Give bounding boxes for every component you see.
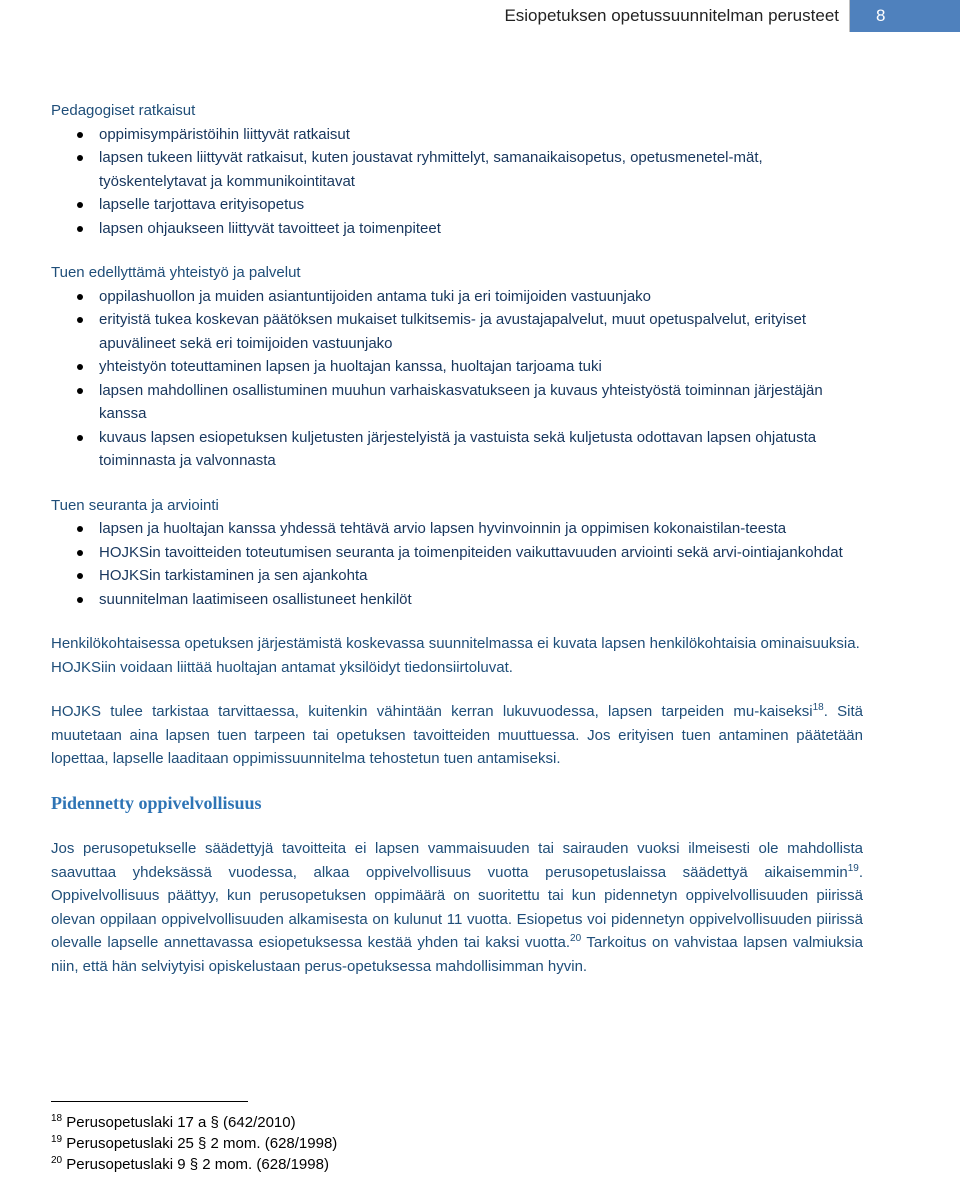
list-item: lapselle tarjottava erityisopetus: [51, 193, 863, 217]
section-heading-yhteistyo: Tuen edellyttämä yhteistyö ja palvelut: [51, 264, 301, 281]
paragraph-text: Tarkoitus on vahvistaa lapsen valmiuksia niin, että hän selviytyisi opiskelustaan perus-opetuksessa mahdollisimman hyvin.: [51, 934, 863, 975]
footnote-ref[interactable]: 20: [570, 933, 582, 944]
list-seuranta: [51, 517, 863, 611]
list-item: yhteistyön toteuttaminen lapsen ja huoltajan kanssa, huoltajan tarjoama tuki: [51, 355, 863, 379]
footnote-number: 19: [51, 1134, 63, 1145]
section-heading-seuranta: Tuen seuranta ja arviointi: [51, 496, 219, 514]
page-header: [504, 0, 960, 32]
list-item: erityistä tukea koskevan päätöksen mukaiset tulkitsemis- ja avustajapalvelut, muut opetuspalvelut, erityiset apuvälineet sekä eri toimijoiden vastuunjako: [51, 308, 863, 355]
footnote-ref[interactable]: 18: [812, 702, 824, 713]
paragraph-text: Jos perusopetukselle säädettyjä tavoitteita ei lapsen vammaisuuden tai sairauden vuoksi ilmeisesti ole mahdollista saavuttaa yhdeksässä vuodessa, alkaa oppivelvollisuus vuotta perusopetuslaissa säädettyä aikaisemmin: [51, 840, 863, 881]
list-item: kuvaus lapsen esiopetuksen kuljetusten järjestelyistä ja vastuista sekä kuljetusta odottavan lapsen ohjatusta toiminnasta ja valvonnasta: [51, 426, 863, 473]
paragraph-text: . Oppivelvollisuus päättyy, kun perusopetuksen oppimäärä on suoritettu tai kun pidennetyn oppivelvollisuuden piirissä olevan oppilaan oppivelvollisuuden alkamisesta on kulunut 11 vuotta. Esiopetus voi pidennetyn oppivelvollisuuden piirissä olevalle lapselle annettavassa esiopetuksessa kestää yhden tai kaksi vuotta.: [51, 863, 863, 951]
footnote-divider: [51, 1101, 248, 1102]
paragraph-hojks-tarkistus: [51, 700, 863, 771]
footnote-19: [51, 1133, 651, 1154]
paragraph-pidennetty: [51, 837, 863, 978]
list-item: suunnitelman laatimiseen osallistuneet henkilöt: [51, 588, 863, 612]
paragraph-text: . Sitä muutetaan aina lapsen tuen tarpeen tai opetuksen tavoitteiden muuttuessa. Jos erityisen tuen antaminen päätetään lopettaa, lapselle laaditaan oppimissuunnitelma tehostetun tuen antamiseksi.: [51, 703, 863, 767]
list-item: HOJKSin tavoitteiden toteutumisen seuranta ja toimenpiteiden vaikuttavuuden arviointi sekä arvi-ointiajankohdat: [51, 541, 863, 565]
section-heading-pedagogiset: Pedagogiset ratkaisut: [51, 102, 196, 119]
footnote-ref[interactable]: 19: [847, 862, 859, 874]
footnote-18: [51, 1112, 651, 1133]
list-item: oppimisympäristöihin liittyvät ratkaisut: [51, 123, 863, 147]
header-title: Esiopetuksen opetussuunnitelman perusteet: [504, 0, 850, 32]
footnote-text: Perusopetuslaki 25 § 2 mom. (628/1998): [62, 1135, 338, 1152]
page-number: 8: [850, 0, 960, 32]
page-content: [51, 99, 863, 999]
list-item: lapsen tukeen liittyvät ratkaisut, kuten joustavat ryhmittelyt, samanaikaisopetus, opetusmenetel-mät, työskentelytavat ja kommunikointitavat: [51, 146, 863, 193]
list-yhteistyo: [51, 285, 863, 473]
list-item: lapsen ohjaukseen liittyvät tavoitteet ja toimenpiteet: [51, 217, 863, 241]
paragraph-henkilokohtainen: Henkilökohtaisessa opetuksen järjestämistä koskevassa suunnitelmassa ei kuvata lapsen henkilökohtaisia ominaisuuksia. HOJKSiin voidaan liittää huoltajan antamat yksilöidyt tiedonsiirtoluvat.: [51, 635, 860, 676]
footnotes: [51, 1101, 651, 1175]
footnote-number: 18: [51, 1113, 63, 1124]
list-item: oppilashuollon ja muiden asiantuntijoiden antama tuki ja eri toimijoiden vastuunjako: [51, 285, 863, 309]
footnote-text: Perusopetuslaki 17 a § (642/2010): [62, 1114, 296, 1131]
footnote-text: Perusopetuslaki 9 § 2 mom. (628/1998): [62, 1156, 329, 1173]
list-pedagogiset: [51, 123, 863, 241]
footnote-20: [51, 1154, 651, 1175]
footnote-number: 20: [51, 1155, 63, 1166]
heading-pidennetty-oppivelvollisuus: Pidennetty oppivelvollisuus: [51, 792, 262, 813]
list-item: lapsen ja huoltajan kanssa yhdessä tehtävä arvio lapsen hyvinvoinnin ja oppimisen kokonaistilan-teesta: [51, 517, 863, 541]
list-item: lapsen mahdollinen osallistuminen muuhun varhaiskasvatukseen ja kuvaus yhteistyöstä toiminnan järjestäjän kanssa: [51, 379, 863, 426]
list-item: HOJKSin tarkistaminen ja sen ajankohta: [51, 564, 863, 588]
paragraph-text: HOJKS tulee tarkistaa tarvittaessa, kuitenkin vähintään kerran lukuvuodessa, lapsen tarpeiden mu-kaiseksi: [51, 703, 813, 720]
